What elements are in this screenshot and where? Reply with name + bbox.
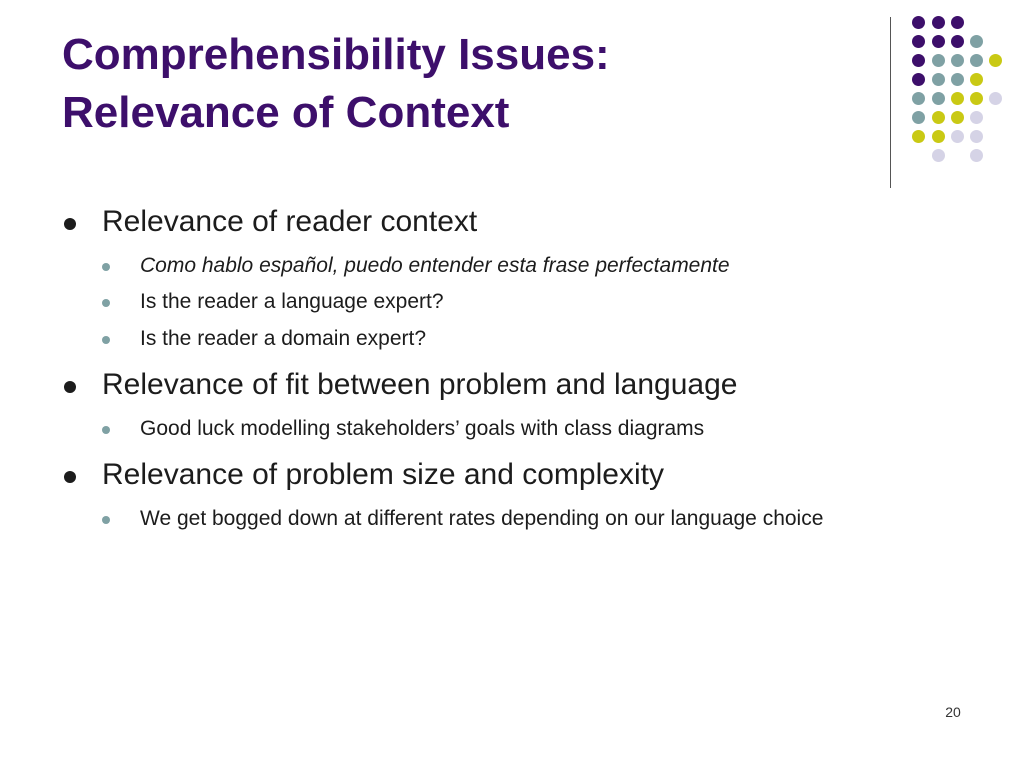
decorative-dot bbox=[951, 73, 964, 86]
decorative-dot bbox=[932, 73, 945, 86]
sub-bullet-text: Good luck modelling stakeholders’ goals with class diagrams bbox=[140, 417, 705, 440]
decorative-dot bbox=[932, 149, 945, 162]
bullet-text: Relevance of problem size and complexity bbox=[102, 458, 664, 491]
decorative-dot bbox=[932, 130, 945, 143]
slide-title-line-2: Relevance of Context bbox=[62, 88, 510, 137]
page-number: 20 bbox=[945, 704, 961, 720]
decorative-dot bbox=[932, 111, 945, 124]
decorative-dot bbox=[912, 54, 925, 67]
decorative-dot bbox=[951, 35, 964, 48]
decorative-dot bbox=[912, 130, 925, 143]
decorative-dot bbox=[912, 92, 925, 105]
bullet-dot-icon bbox=[64, 218, 76, 230]
sub-bullet-text: Como hablo español, puedo entender esta frase perfectamente bbox=[140, 254, 730, 277]
decorative-dot bbox=[970, 92, 983, 105]
decorative-dot bbox=[989, 92, 1002, 105]
decorative-dot bbox=[912, 111, 925, 124]
decorative-dot bbox=[932, 54, 945, 67]
slide-title bbox=[62, 26, 862, 142]
sub-bullet-text: Is the reader a language expert? bbox=[140, 290, 444, 313]
sub-bullet-text: Is the reader a domain expert? bbox=[140, 327, 427, 350]
sub-bullet-dot-icon bbox=[102, 426, 110, 434]
sub-bullet-dot-icon bbox=[102, 263, 110, 271]
decorative-dot bbox=[970, 35, 983, 48]
decorative-dot bbox=[932, 16, 945, 29]
decorative-dot bbox=[912, 73, 925, 86]
decorative-dot bbox=[951, 111, 964, 124]
decorative-dot bbox=[970, 73, 983, 86]
decorative-dot bbox=[951, 16, 964, 29]
decorative-dot bbox=[932, 92, 945, 105]
decorative-dot bbox=[970, 111, 983, 124]
decorative-dot bbox=[951, 92, 964, 105]
decorative-dot bbox=[970, 149, 983, 162]
decorative-dot bbox=[912, 35, 925, 48]
bullet-dot-icon bbox=[64, 471, 76, 483]
decorative-dot bbox=[989, 54, 1002, 67]
bullet-text: Relevance of reader context bbox=[102, 205, 478, 238]
slide-title-line-1: Comprehensibility Issues: bbox=[62, 30, 610, 79]
decorative-dot bbox=[951, 130, 964, 143]
sub-bullet-text: We get bogged down at different rates depending on our language choice bbox=[140, 507, 824, 530]
decorative-dot bbox=[970, 130, 983, 143]
sub-bullet-dot-icon bbox=[102, 336, 110, 344]
sub-bullet-dot-icon bbox=[102, 516, 110, 524]
decorative-dot bbox=[932, 35, 945, 48]
decorative-dot bbox=[912, 16, 925, 29]
sub-bullet-dot-icon bbox=[102, 299, 110, 307]
bullet-dot-icon bbox=[64, 381, 76, 393]
title-divider-line bbox=[890, 17, 891, 188]
decorative-dot bbox=[951, 54, 964, 67]
bullet-text: Relevance of fit between problem and language bbox=[102, 368, 738, 401]
decorative-dot bbox=[970, 54, 983, 67]
